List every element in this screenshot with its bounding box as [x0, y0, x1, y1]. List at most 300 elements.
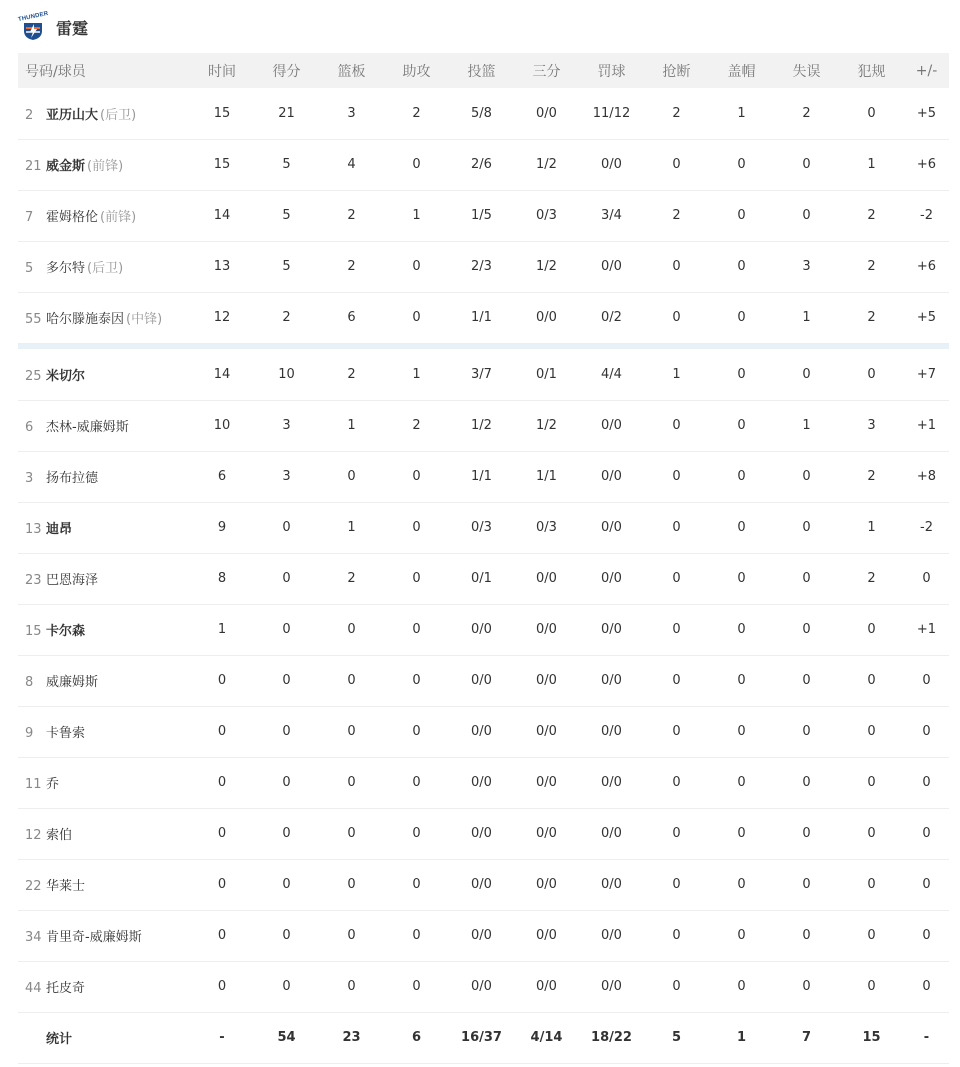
jersey-number: 6	[25, 420, 34, 435]
player-position: (中锋)	[126, 312, 163, 327]
stat-cell: 0	[737, 724, 746, 739]
stat-cell: 0/0	[601, 622, 622, 637]
stat-cell: 2/6	[471, 157, 492, 172]
stat-cell: 0	[802, 469, 811, 484]
column-header-blocks: 盖帽	[727, 63, 756, 80]
stat-cell: 0	[802, 775, 811, 790]
stat-cell: 0	[672, 418, 681, 433]
stat-cell: 0/3	[536, 520, 557, 535]
stat-cell: 0	[672, 157, 681, 172]
stat-cell: 0/0	[601, 259, 622, 274]
column-header-time: 时间	[208, 63, 236, 80]
stat-cell: 0	[282, 826, 291, 841]
player-cell	[18, 88, 190, 139]
stat-cell: 0	[412, 724, 421, 739]
totals-label: 统计	[46, 1032, 73, 1047]
stat-cell: 0	[412, 310, 421, 325]
stat-cell: 0/0	[601, 877, 622, 892]
stat-cell: 0	[737, 622, 746, 637]
stat-cell: 0	[282, 877, 291, 892]
stat-cell: 0/0	[536, 310, 557, 325]
stat-cell: 0	[672, 928, 681, 943]
player-name[interactable]: 卡鲁索	[46, 726, 86, 741]
stat-cell: 5	[282, 208, 291, 223]
player-name[interactable]: 亚历山大	[46, 107, 99, 123]
stat-cell: 0	[922, 928, 931, 943]
table-header-row	[18, 53, 949, 88]
stat-cell: 0/0	[536, 979, 557, 994]
stat-cell: 0	[922, 826, 931, 841]
stat-cell: 0/0	[601, 826, 622, 841]
player-name[interactable]: 肯里奇-威廉姆斯	[46, 930, 142, 945]
stat-cell: 0/1	[471, 571, 492, 586]
stat-cell: 21	[278, 105, 295, 121]
stat-cell: 0	[412, 520, 421, 535]
player-row	[18, 553, 949, 604]
stat-cell: 14	[213, 366, 231, 382]
stat-cell: 0	[737, 826, 746, 841]
player-name[interactable]: 乔	[46, 777, 60, 792]
player-name[interactable]: 托皮奇	[46, 981, 86, 996]
stat-cell: 0	[282, 520, 291, 535]
stat-cell: 0	[672, 520, 681, 535]
jersey-number: 5	[25, 261, 34, 276]
stat-cell: 0	[802, 571, 811, 586]
stat-cell: 0	[347, 469, 356, 484]
stat-cell: 2/3	[471, 259, 492, 274]
stat-cell: 6	[347, 310, 356, 325]
player-cell	[18, 655, 190, 706]
stat-cell: 3	[802, 259, 811, 274]
stat-cell: 0/0	[536, 673, 557, 688]
stat-cell: 2	[867, 571, 876, 586]
player-position: (前锋)	[100, 210, 137, 225]
player-row	[18, 961, 949, 1012]
jersey-number: 7	[25, 210, 34, 225]
stat-cell: 2	[867, 208, 876, 223]
stat-cell: 1	[867, 157, 876, 172]
player-cell	[18, 190, 190, 241]
stat-cell: 0	[867, 366, 876, 382]
stat-cell: 0	[672, 724, 681, 739]
stat-cell: 1	[672, 366, 681, 382]
stat-cell: 0/0	[536, 105, 557, 121]
player-row	[18, 910, 949, 961]
stat-cell: 0	[737, 520, 746, 535]
stat-cell: 0	[867, 928, 876, 943]
stat-cell: 0	[922, 979, 931, 994]
total-stat-cell: 4/14	[530, 1030, 563, 1045]
stat-cell: 5	[282, 157, 291, 172]
stat-cell: 0	[867, 622, 876, 637]
stat-cell: 2	[347, 571, 356, 586]
stat-cell: 0	[412, 877, 421, 892]
player-name[interactable]: 华莱士	[46, 879, 86, 894]
stat-cell: 0	[802, 673, 811, 688]
jersey-number: 55	[25, 312, 42, 327]
stat-cell: 0/0	[601, 157, 622, 172]
player-row	[18, 190, 949, 241]
stat-cell: 0	[412, 673, 421, 688]
column-header-player: 号码/球员	[25, 63, 86, 80]
stat-cell: 2	[282, 310, 291, 325]
stat-cell: 0/0	[601, 724, 622, 739]
jersey-number: 9	[25, 726, 34, 741]
stat-cell: 1	[802, 418, 811, 433]
column-header-fg: 投篮	[467, 63, 496, 80]
stat-cell: 0	[672, 979, 681, 994]
player-position: (后卫)	[100, 107, 137, 123]
stat-cell: 0	[672, 310, 681, 325]
stat-cell: 0	[347, 979, 356, 994]
stat-cell: 0/0	[601, 469, 622, 484]
player-cell	[18, 553, 190, 604]
stat-cell: 2	[802, 105, 811, 121]
jersey-number: 13	[25, 522, 42, 537]
jersey-number: 21	[25, 159, 42, 174]
player-name[interactable]: 多尔特	[46, 261, 86, 276]
stat-cell: 2	[347, 208, 356, 223]
player-name[interactable]: 威廉姆斯	[46, 675, 99, 690]
stat-cell: 11/12	[592, 105, 631, 121]
stat-cell: 13	[213, 259, 231, 274]
jersey-number: 3	[25, 471, 34, 486]
column-header-assists: 助攻	[402, 63, 431, 80]
stat-cell: 0/0	[471, 826, 492, 841]
player-cell	[18, 139, 190, 190]
player-name[interactable]: 迪昂	[46, 522, 73, 537]
stat-cell: 1	[412, 366, 421, 382]
stat-cell: 0/0	[536, 826, 557, 841]
stat-cell: 0	[737, 366, 746, 382]
stat-cell: +6	[916, 259, 937, 274]
stat-cell: 1/1	[471, 469, 492, 484]
stat-cell: 0/0	[471, 928, 492, 943]
player-cell	[18, 451, 190, 502]
stat-cell: 2	[867, 310, 876, 325]
stat-cell: 0/0	[601, 571, 622, 586]
stat-cell: 0	[922, 571, 931, 586]
stat-cell: 0	[737, 259, 746, 274]
stat-cell: 1	[867, 520, 876, 535]
stat-cell: 5/8	[471, 105, 492, 121]
stat-cell: 0	[737, 673, 746, 688]
stat-cell: 0	[802, 877, 811, 892]
stat-cell: 0	[282, 622, 291, 637]
stat-cell: 3	[867, 418, 876, 433]
stat-cell: 0	[412, 979, 421, 994]
stat-cell: 0	[802, 826, 811, 841]
stat-cell: 0	[672, 622, 681, 637]
stat-cell: 0/0	[601, 979, 622, 994]
stat-cell: 0/0	[471, 724, 492, 739]
stat-cell: 2	[347, 366, 356, 382]
stat-cell: 0	[412, 928, 421, 943]
jersey-number: 2	[25, 107, 34, 123]
stat-cell: 0	[217, 673, 227, 688]
stat-cell: 10	[213, 418, 231, 433]
stat-cell: -2	[920, 520, 933, 535]
stat-cell: 0	[347, 673, 356, 688]
total-stat-cell: 1	[736, 1030, 747, 1045]
stat-cell: 0	[672, 775, 681, 790]
stat-cell: 0	[867, 826, 876, 841]
stat-cell: 0	[672, 469, 681, 484]
column-header-ft: 罚球	[597, 63, 626, 80]
stat-cell: 0	[802, 622, 811, 637]
stat-cell: 2	[867, 259, 876, 274]
stat-cell: 0	[412, 622, 421, 637]
player-name[interactable]: 卡尔森	[46, 624, 86, 639]
stat-cell: 0/0	[601, 775, 622, 790]
stat-cell: 0/0	[471, 622, 492, 637]
stat-cell: 1	[347, 418, 356, 433]
total-stat-cell: 5	[671, 1030, 682, 1045]
stat-cell: 4	[347, 157, 356, 172]
stat-cell: +5	[916, 310, 937, 325]
stat-cell: 0/1	[536, 366, 557, 382]
stat-cell: 0	[412, 157, 421, 172]
player-row	[18, 451, 949, 502]
stat-cell: 0	[802, 724, 811, 739]
total-stat-cell: 18/22	[591, 1030, 632, 1045]
stat-cell: 0	[672, 259, 681, 274]
stat-cell: 0/0	[536, 571, 557, 586]
logo-text: THUNDER	[17, 10, 49, 23]
stat-cell: 0	[282, 928, 291, 943]
stat-cell: 0	[922, 775, 931, 790]
player-row	[18, 604, 949, 655]
stat-cell: 0	[922, 724, 931, 739]
stat-cell: +6	[916, 157, 937, 172]
stat-cell: 0/0	[536, 877, 557, 892]
player-row	[18, 655, 949, 706]
stat-cell: 1	[737, 105, 746, 121]
player-name[interactable]: 索伯	[46, 828, 73, 843]
stat-cell: 0	[412, 571, 421, 586]
stat-cell: 0	[347, 775, 356, 790]
stat-cell: 3/4	[601, 208, 622, 223]
stat-cell: 0	[412, 775, 421, 790]
stat-cell: 0	[217, 928, 227, 943]
stat-cell: +5	[916, 105, 937, 121]
stat-cell: 0	[737, 775, 746, 790]
player-cell	[18, 349, 190, 400]
player-name[interactable]: 巴恩海泽	[46, 573, 99, 588]
player-name[interactable]: 杰林-威廉姆斯	[46, 420, 129, 435]
total-stat-cell: 54	[277, 1030, 296, 1045]
stat-cell: 0/0	[601, 928, 622, 943]
table-body	[18, 88, 949, 1063]
player-row	[18, 400, 949, 451]
total-stat-cell: 6	[411, 1030, 422, 1045]
stat-cell: 0/0	[471, 673, 492, 688]
player-row	[18, 706, 949, 757]
stat-cell: 3/7	[471, 366, 492, 382]
stat-cell: 4/4	[601, 366, 622, 382]
stat-cell: 0	[672, 571, 681, 586]
stat-cell: 0	[347, 877, 356, 892]
jersey-number: 34	[25, 930, 42, 945]
stat-cell: 9	[217, 520, 227, 535]
player-cell	[18, 502, 190, 553]
jersey-number: 22	[25, 879, 42, 894]
stat-cell: 0	[282, 979, 291, 994]
stat-cell: 0	[802, 928, 811, 943]
stat-cell: 1	[217, 622, 227, 637]
stat-cell: 0/0	[471, 775, 492, 790]
player-row	[18, 88, 949, 139]
stat-cell: 0	[737, 979, 746, 994]
stat-cell: 1	[802, 310, 811, 325]
column-header-turnovers: 失误	[792, 63, 821, 80]
stat-cell: 5	[282, 259, 291, 274]
stat-cell: 1/2	[536, 418, 557, 433]
stat-cell: 2	[347, 259, 356, 274]
jersey-number: 11	[25, 777, 42, 792]
stat-cell: 0	[802, 520, 811, 535]
player-cell	[18, 604, 190, 655]
column-header-three: 三分	[532, 63, 561, 80]
stat-cell: 10	[278, 366, 295, 382]
stat-cell: 0	[867, 979, 876, 994]
column-header-points: 得分	[272, 63, 301, 80]
jersey-number: 12	[25, 828, 42, 843]
stat-cell: 0/0	[601, 418, 622, 433]
stat-cell: 1/1	[536, 469, 557, 484]
stat-cell: +7	[916, 366, 937, 382]
stat-cell: 2	[672, 105, 681, 121]
stat-cell: 0	[347, 622, 356, 637]
player-position: (前锋)	[87, 159, 124, 174]
stat-cell: 0	[217, 877, 227, 892]
jersey-number: 25	[25, 368, 42, 384]
stat-cell: +1	[916, 622, 937, 637]
stat-cell: 0	[867, 724, 876, 739]
jersey-number: 8	[25, 675, 34, 690]
stat-cell: 6	[217, 469, 227, 484]
player-cell	[18, 910, 190, 961]
team-name: 雷霆	[56, 18, 89, 38]
player-name[interactable]: 扬布拉德	[46, 471, 99, 486]
stat-cell: 1/1	[471, 310, 492, 325]
stat-cell: 0	[412, 469, 421, 484]
stat-cell: +1	[916, 418, 937, 433]
stat-cell: 0	[737, 418, 746, 433]
stat-cell: 3	[347, 105, 356, 121]
thunder-logo-icon	[18, 11, 48, 43]
player-cell	[18, 292, 190, 343]
stat-cell: 12	[213, 310, 231, 325]
total-stat-cell: 7	[801, 1030, 812, 1045]
player-cell	[18, 241, 190, 292]
stat-cell: 0	[347, 928, 356, 943]
stat-cell: 0/3	[536, 208, 557, 223]
stat-cell: 0	[737, 157, 746, 172]
column-header-steals: 抢断	[662, 63, 691, 80]
column-header-rebounds: 篮板	[337, 63, 366, 80]
stat-cell: 0	[867, 673, 876, 688]
player-row	[18, 808, 949, 859]
player-position: (后卫)	[87, 261, 124, 276]
stat-cell: 0/0	[601, 520, 622, 535]
box-score-table	[18, 53, 949, 1064]
stat-cell: 0	[282, 571, 291, 586]
stat-cell: 0/0	[536, 928, 557, 943]
stat-cell: 0	[217, 979, 227, 994]
stat-cell: 0	[412, 826, 421, 841]
stat-cell: 0/0	[536, 724, 557, 739]
player-cell	[18, 757, 190, 808]
stat-cell: 0/3	[471, 520, 492, 535]
stat-cell: 0	[737, 928, 746, 943]
stat-cell: 0	[672, 673, 681, 688]
stat-cell: 15	[213, 105, 231, 121]
stat-cell: 0	[672, 826, 681, 841]
player-cell	[18, 961, 190, 1012]
stat-cell: 0/0	[471, 877, 492, 892]
stat-cell: 0	[922, 673, 931, 688]
player-row	[18, 859, 949, 910]
total-stat-cell: -	[219, 1030, 225, 1045]
player-name[interactable]: 霍姆格伦	[46, 210, 99, 225]
stat-cell: 0	[802, 157, 811, 172]
stat-cell: 1/2	[471, 418, 492, 433]
player-row	[18, 241, 949, 292]
player-row	[18, 292, 949, 343]
player-row	[18, 349, 949, 400]
player-name[interactable]: 威金斯	[46, 159, 86, 174]
shield-logo-shape	[22, 21, 44, 41]
column-header-plus-minus: +/-	[915, 62, 938, 79]
stat-cell: 0/0	[601, 673, 622, 688]
stat-cell: 0/2	[601, 310, 622, 325]
jersey-number: 15	[25, 624, 42, 639]
stat-cell: 0	[737, 310, 746, 325]
player-cell	[18, 859, 190, 910]
stat-cell: 0	[672, 877, 681, 892]
jersey-number: 44	[25, 981, 42, 996]
stat-cell: 0	[802, 366, 811, 382]
stat-cell: 0	[867, 877, 876, 892]
stat-cell: 0	[867, 105, 876, 121]
stat-cell: 1	[412, 208, 421, 223]
stat-cell: 15	[213, 157, 231, 172]
stat-cell: 0	[217, 724, 227, 739]
player-cell	[18, 808, 190, 859]
stat-cell: 0	[867, 775, 876, 790]
total-stat-cell: -	[923, 1030, 930, 1045]
totals-row	[18, 1012, 949, 1063]
stat-cell: 0	[737, 571, 746, 586]
stat-cell: 0	[412, 259, 421, 274]
column-header-fouls: 犯规	[857, 63, 886, 80]
stat-cell: 0	[347, 826, 356, 841]
stat-cell: 0	[922, 877, 931, 892]
player-name[interactable]: 米切尔	[46, 368, 86, 384]
stat-cell: 0	[802, 979, 811, 994]
player-row	[18, 139, 949, 190]
stat-cell: 0/0	[536, 775, 557, 790]
stat-cell: 1	[347, 520, 356, 535]
stat-cell: 2	[867, 469, 876, 484]
stat-cell: 3	[282, 418, 291, 433]
player-name[interactable]: 哈尔滕施泰因	[46, 312, 125, 327]
stat-cell: 0	[282, 673, 291, 688]
player-cell	[18, 400, 190, 451]
stat-cell: 8	[217, 571, 227, 586]
stat-cell: 1/2	[536, 259, 557, 274]
